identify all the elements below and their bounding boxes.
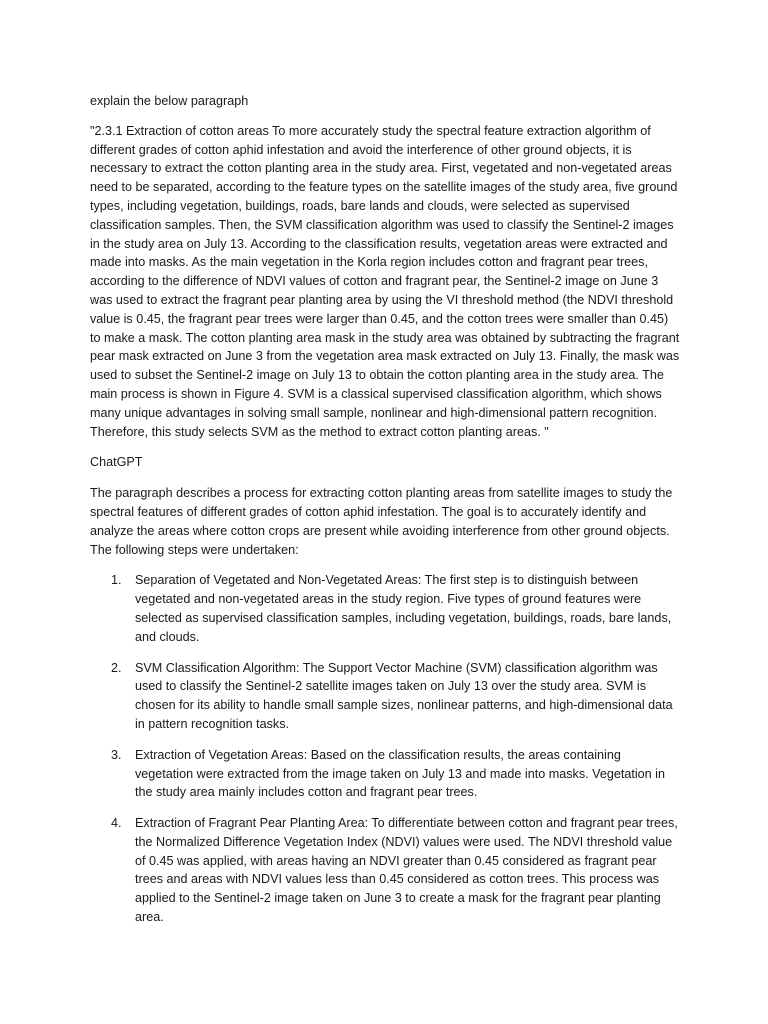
response-intro: The paragraph describes a process for extracting cotton planting areas from satellite images to study the spectral features of different grades of cotton aphid infestation. The goal is to accurately identify and analyze the areas where cotton crops are present while avoiding interference from other ground objects. The following steps were undertaken: — [90, 486, 673, 557]
list-item-number: 1. — [111, 573, 122, 588]
list-item — [90, 571, 682, 646]
list-item-number: 2. — [111, 660, 122, 675]
list-item — [90, 814, 682, 927]
speaker-label: ChatGPT — [90, 455, 143, 470]
list-item-text: Separation of Vegetated and Non-Vegetated Areas: The first step is to distinguish between vegetated and non-vegetated areas in the study region. Five types of ground features were selected as supervised classification samples, including vegetation, buildings, roads, bare lands, and clouds. — [135, 573, 672, 644]
quoted-paragraph: "2.3.1 Extraction of cotton areas To more accurately study the spectral feature extraction algorithm of different grades of cotton aphid infestation and avoid the interference of other ground objects, it is necessary to extract the cotton planting area in the study area. First, vegetated and non-vegetated areas need to be separated, according to the feature types on the satellite images of the study area, five ground types, including vegetation, buildings, roads, bare lands and clouds, were selected as supervised classification samples. Then, the SVM classification algorithm was used to classify the Sentinel-2 images in the study area on July 13. According to the classification results, vegetation areas were extracted and made into masks. As the main vegetation in the Korla region includes cotton and fragrant pear trees, according to the difference of NDVI values of cotton and fragrant pear, the Sentinel-2 image on June 3 was used to extract the fragrant pear planting area by using the VI threshold method (the NDVI threshold value is 0.45, the fragrant pear trees were larger than 0.45, and the cotton trees were smaller than 0.45) to make a mask. The cotton planting area mask in the study area was obtained by subtracting the fragrant pear mask extracted on June 3 from the vegetation area mask extracted on July 13. Finally, the mask was used to subset the Sentinel-2 image on July 13 to obtain the cotton planting area in the study area. The main process is shown in Figure 4. SVM is a classical supervised classification algorithm, which shows many unique advantages in solving small sample, nonlinear and high-dimensional pattern recognition. Therefore, this study selects SVM as the method to extract cotton planting areas. " — [90, 123, 680, 439]
steps-list — [90, 571, 682, 927]
user-prompt: explain the below paragraph — [90, 94, 249, 108]
list-item-text: Extraction of Vegetation Areas: Based on the classification results, the areas containing vegetation were extracted from the image taken on July 13 and made into masks. Vegetation in the study area mainly includes cotton and fragrant pear trees. — [135, 747, 665, 800]
document-page — [90, 92, 682, 939]
list-item-number: 4. — [111, 816, 122, 831]
list-item-text: Extraction of Fragrant Pear Planting Area: To differentiate between cotton and fragrant pear trees, the Normalized Difference Vegetation Index (NDVI) values were used. The NDVI threshold value of 0.45 was applied, with areas having an NDVI greater than 0.45 considered as fragrant pear trees and areas with NDVI values less than 0.45 considered as cotton trees. This process was applied to the Sentinel-2 image taken on June 3 to create a mask for the fragrant pear planting area. — [135, 816, 678, 925]
list-item — [90, 746, 682, 802]
list-item — [90, 659, 682, 734]
list-item-text: SVM Classification Algorithm: The Support Vector Machine (SVM) classification algorithm was used to classify the Sentinel-2 satellite images taken on July 13 over the study area. SVM is chosen for its ability to handle small sample sizes, nonlinear patterns, and high-dimensional data in pattern recognition tasks. — [135, 660, 673, 731]
list-item-number: 3. — [111, 747, 122, 762]
